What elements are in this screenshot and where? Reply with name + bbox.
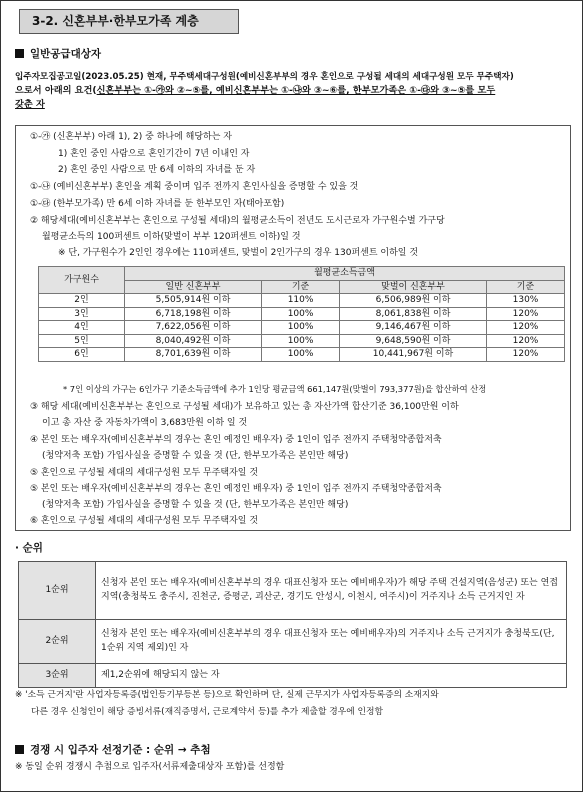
- condition-pre-newlywed: ①-㉯ (예비신혼부부) 혼인을 계획 중이며 입주 전까지 혼인사실을 증명할 수 있을 것: [30, 182, 359, 192]
- condition-assets-b: 이고 총 자산 중 자동차가액이 3,683만원 이하 일 것: [42, 418, 248, 428]
- rank-table: [18, 561, 567, 688]
- condition-savings-b: (청약저축 포함) 가입사실을 증명할 수 있을 것 (단, 한부모가족은 본인만 해당): [42, 451, 349, 461]
- header-standard: 기준: [262, 280, 340, 294]
- condition-savings-a: ④ 본인 또는 배우자(예비신혼부부의 경우는 혼인 예정인 배우자) 중 1인이 입주 전까지 주택청약종합저축: [30, 435, 442, 445]
- condition-homeless-2: ⑥ 혼인으로 구성될 세대의 세대구성원 모두 무주택자일 것: [30, 516, 259, 526]
- condition-single-parent: ①-㉰ (한부모가족) 만 6세 이하 자녀를 둔 한부모인 자(태아포함): [30, 199, 285, 209]
- intro-line-1: 입주자모집공고일(2023.05.25) 현재, 무주택세대구성원(예비신혼부부의 경우 혼인으로 구성될 세대의 세대구성원 모두 무주택자): [15, 72, 514, 82]
- header-general: 일반 신혼부부: [125, 280, 262, 294]
- income-table: [38, 266, 565, 362]
- condition-income-a: ② 해당세대(예비신혼부부는 혼인으로 구성될 세대)의 월평균소득이 전년도 도시근로자 가구원수별 가구당: [30, 216, 445, 226]
- header-members: 가구원수: [39, 267, 125, 294]
- rank-description: 신청자 본인 또는 배우자(예비신혼부부의 경우 대표신청자 또는 예비배우자)가 해당 주택 건설지역(음성군) 또는 연접지역(충청북도 충주시, 진천군, 증평군, 괴산군, 경기도 안성시, 이천시, 여주시)이 거주지나 소득 근거지인 자: [96, 562, 567, 620]
- income-basis-note-2: 다른 경우 신청인이 해당 증빙서류(재직증명서, 근로계약서 등)를 추가 제출할 경우에 인정함: [31, 707, 384, 717]
- condition-newlywed-1: 1) 혼인 중인 사람으로 혼인기간이 7년 이내인 자: [58, 149, 250, 159]
- condition-savings-2a: ⑤ 본인 또는 배우자(예비신혼부부의 경우는 혼인 예정인 배우자) 중 1인이 입주 전까지 주택청약종합저축: [30, 484, 442, 494]
- table-row: 5인 8,040,492원 이하 100% 9,648,590원 이하 120%: [39, 334, 565, 348]
- rank-description: 제1,2순위에 해당되지 않는 자: [96, 664, 567, 688]
- rank-label: 3순위: [19, 664, 96, 688]
- header-dual: 맞벌이 신혼부부: [340, 280, 487, 294]
- income-basis-note-1: ※ '소득 근거지'란 사업자등록증(법인등기부등본 등)으로 확인하며 단, 실제 근무지가 사업자등록증의 소재지와: [15, 690, 439, 700]
- table-row: 6인 8,701,639원 이하 100% 10,441,967원 이하 120%: [39, 348, 565, 362]
- rank-description: 신청자 본인 또는 배우자(예비신혼부부의 경우 대표신청자 또는 예비배우자)의 거주지나 소득 근거지가 충청북도(단, 1순위 지역 제외)인 자: [96, 620, 567, 664]
- table-row: 2인 5,505,914원 이하 110% 6,506,989원 이하 130%: [39, 294, 565, 308]
- square-bullet-icon: [15, 745, 24, 754]
- intro-line-3: 갖춘 자: [15, 98, 45, 110]
- condition-newlywed: ①-㉮ (신혼부부) 아래 1), 2) 중 하나에 해당하는 자: [30, 132, 232, 142]
- table-row: 3인 6,718,198원 이하 100% 8,061,838원 이하 120%: [39, 307, 565, 321]
- table-row: [19, 562, 567, 620]
- table-row: [19, 620, 567, 664]
- selection-heading: 경쟁 시 입주자 선정기준 : 순위 → 추첨: [15, 743, 211, 757]
- intro-line-2: 으로서 아래의 요건(신혼부부는 ①-㉮와 ②~⑤를, 예비신혼부부는 ①-㉯와 ③~⑥를, 한부모가족은 ①-㉰와 ③~⑤를 모두: [15, 84, 496, 96]
- table-row: [19, 664, 567, 688]
- selection-note: ※ 동일 순위 경쟁시 추첨으로 입주자(서류제출대상자 포함)를 선정함: [15, 762, 285, 772]
- square-bullet-icon: [15, 49, 24, 58]
- eligibility-intro: [15, 71, 567, 111]
- general-supply-heading: 일반공급대상자: [15, 47, 101, 61]
- condition-newlywed-2: 2) 혼인 중인 사람으로 만 6세 이하의 자녀를 둔 자: [58, 165, 256, 175]
- section-title: 3-2. 신혼부부·한부모가족 계층: [19, 9, 239, 34]
- rank-label: 1순위: [19, 562, 96, 620]
- note-seven-member: * 7인 이상의 가구는 6인가구 기준소득금액에 추가 1인당 평균금액 661,147원(맞벌이 793,377원)을 합산하여 산정: [63, 384, 487, 394]
- condition-assets-a: ③ 해당 세대(예비신혼부부는 혼인으로 구성될 세대)가 보유하고 있는 총 자산가액 합산기준 36,100만원 이하: [30, 402, 459, 412]
- rank-heading: · 순위: [15, 542, 43, 554]
- income-header-row: [39, 267, 565, 281]
- condition-savings-2b: (청약저축 포함) 가입사실을 증명할 수 있을 것 (단, 한부모가족은 본인만 해당): [42, 500, 349, 510]
- table-row: 4인 7,622,056원 이하 100% 9,146,467원 이하 120%: [39, 321, 565, 335]
- header-monthly-income: 월평균소득금액: [125, 267, 565, 281]
- header-standard-2: 기준: [487, 280, 565, 294]
- condition-homeless: ⑤ 혼인으로 구성될 세대의 세대구성원 모두 무주택자일 것: [30, 468, 259, 478]
- condition-income-b: 월평균소득의 100퍼센트 이하(맞벌이 부부 120퍼센트 이하)일 것: [42, 232, 301, 242]
- condition-income-note: ※ 단, 가구원수가 2인인 경우에는 110퍼센트, 맞벌이 2인가구의 경우 130퍼센트 이하일 것: [58, 248, 419, 258]
- rank-label: 2순위: [19, 620, 96, 664]
